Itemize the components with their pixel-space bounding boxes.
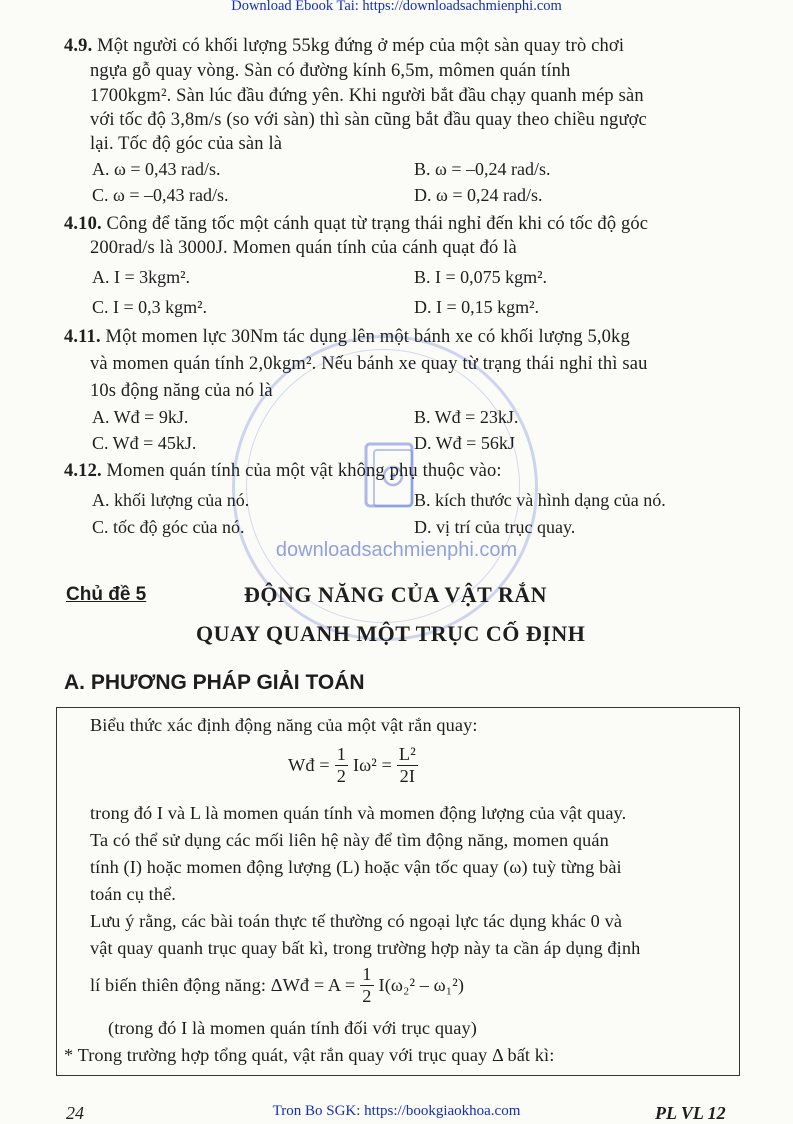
fraction-half: $\frac{1}{2}$ bbox=[362, 964, 372, 1007]
question-text: Một người có khối lượng 55kg đứng ở mép của một sàn quay trò chơi bbox=[97, 36, 625, 56]
question-number: 4.11. bbox=[64, 327, 101, 347]
option-d: D. ω = 0,24 rad/s. bbox=[414, 185, 543, 205]
box-p1: trong đó I và L là momen quán tính và momen động lượng của vật quay. bbox=[90, 803, 627, 823]
question-number: 4.10. bbox=[64, 214, 102, 234]
topic-label: Chủ đề 5 bbox=[66, 584, 147, 605]
option-b: B. Wđ = 23kJ. bbox=[414, 407, 519, 427]
option-c: C. Wđ = 45kJ. bbox=[92, 433, 197, 453]
question-4-9-line-4: với tốc độ 3,8m/s (so với sàn) thì sàn cũng bắt đầu quay theo chiều ngược bbox=[90, 110, 647, 130]
option-d: D. I = 0,15 kgm². bbox=[414, 297, 540, 317]
footer-book-code: PL VL 12 bbox=[655, 1103, 726, 1123]
page-number: 24 bbox=[66, 1103, 84, 1123]
kinetic-energy-formula bbox=[288, 744, 418, 787]
option-c: C. ω = –0,43 rad/s. bbox=[92, 185, 229, 205]
option-b: B. ω = –0,24 rad/s. bbox=[414, 159, 551, 179]
download-banner[interactable]: Download Ebook Tai: https://downloadsachmienphi.com bbox=[231, 0, 562, 14]
work-energy-theorem bbox=[90, 964, 464, 1007]
theorem-text: lí biến thiên động năng: ΔWđ = A = bbox=[90, 975, 356, 996]
option-a: A. khối lượng của nó. bbox=[92, 490, 250, 510]
question-text: Công để tăng tốc một cánh quạt từ trạng thái nghỉ đến khi có tốc độ góc bbox=[106, 214, 649, 234]
option-a: A. I = 3kgm². bbox=[92, 267, 191, 287]
question-4-9-line-2: ngựa gỗ quay vòng. Sàn có đường kính 6,5m, mômen quán tính bbox=[90, 61, 571, 81]
option-c: C. tốc độ góc của nó. bbox=[92, 517, 245, 537]
footer-link[interactable]: Tron Bo SGK: https://bookgiaokhoa.com bbox=[272, 1103, 521, 1119]
question-4-9-line-1 bbox=[64, 36, 624, 57]
box-p3-line-1: Lưu ý rằng, các bài toán thực tế thường có ngoại lực tác dụng khác 0 và bbox=[90, 911, 623, 931]
fraction-half: $\frac{1}{2}$ bbox=[336, 744, 346, 787]
formula-lhs: Wđ = bbox=[288, 755, 330, 776]
formula-mid: Iω² = bbox=[352, 755, 392, 776]
fraction-l-over-2i: $\frac{\text{L²}}{2I}$ bbox=[398, 744, 416, 787]
topic-title-line-1: ĐỘNG NĂNG CỦA VẬT RẮN bbox=[244, 582, 548, 607]
option-c: C. I = 0,3 kgm². bbox=[92, 297, 208, 317]
watermark-site: downloadsachmienphi.com bbox=[275, 539, 518, 561]
theorem-rest: I(ω₂² – ω₁²) bbox=[378, 975, 465, 996]
question-4-9-line-5: lại. Tốc độ góc của sàn là bbox=[90, 134, 283, 154]
box-p4: (trong đó I là momen quán tính đối với trục quay) bbox=[108, 1018, 477, 1038]
question-number: 4.9. bbox=[64, 36, 93, 56]
option-b: B. I = 0,075 kgm². bbox=[414, 267, 548, 287]
question-4-11-line-3: 10s động năng của nó là bbox=[90, 381, 273, 401]
option-a: A. ω = 0,43 rad/s. bbox=[92, 159, 221, 179]
box-p3-line-2: vật quay quanh trục quay bất kì, trong trường hợp này ta cần áp dụng định bbox=[90, 938, 641, 958]
question-4-10-line-1 bbox=[64, 214, 648, 235]
question-4-11-line-1 bbox=[64, 327, 630, 348]
option-b: B. kích thước và hình dạng của nó. bbox=[414, 490, 666, 510]
option-d: D. vị trí của trục quay. bbox=[414, 517, 576, 537]
box-p2-line-3: toán cụ thể. bbox=[90, 884, 176, 904]
box-p2-line-1: Ta có thể sử dụng các mối liên hệ này để tìm động năng, momen quán bbox=[90, 830, 609, 850]
question-text: Một momen lực 30Nm tác dụng lên một bánh xe có khối lượng 5,0kg bbox=[105, 327, 630, 347]
question-text: Momen quán tính của một vật không phụ thuộc vào: bbox=[106, 461, 502, 481]
box-p2-line-2: tính (I) hoặc momen động lượng (L) hoặc vận tốc quay (ω) tuỳ từng bài bbox=[90, 857, 622, 877]
question-number: 4.12. bbox=[64, 461, 102, 481]
question-4-10-line-2: 200rad/s là 3000J. Momen quán tính của cánh quạt đó là bbox=[90, 238, 517, 258]
question-4-9-line-3: 1700kgm². Sàn lúc đầu đứng yên. Khi người bắt đầu chạy quanh mép sàn bbox=[90, 86, 644, 106]
section-heading: A. PHƯƠNG PHÁP GIẢI TOÁN bbox=[64, 671, 365, 694]
option-a: A. Wđ = 9kJ. bbox=[92, 407, 189, 427]
box-intro: Biểu thức xác định động năng của một vật rắn quay: bbox=[90, 715, 478, 735]
question-4-11-line-2: và momen quán tính 2,0kgm². Nếu bánh xe quay từ trạng thái nghỉ thì sau bbox=[90, 354, 648, 374]
box-p5: * Trong trường hợp tổng quát, vật rắn quay với trục quay Δ bất kì: bbox=[64, 1045, 555, 1065]
option-d: D. Wđ = 56kJ bbox=[414, 433, 515, 453]
question-4-12-line-1 bbox=[64, 461, 502, 482]
topic-title-line-2: QUAY QUANH MỘT TRỤC CỐ ĐỊNH bbox=[196, 621, 586, 646]
